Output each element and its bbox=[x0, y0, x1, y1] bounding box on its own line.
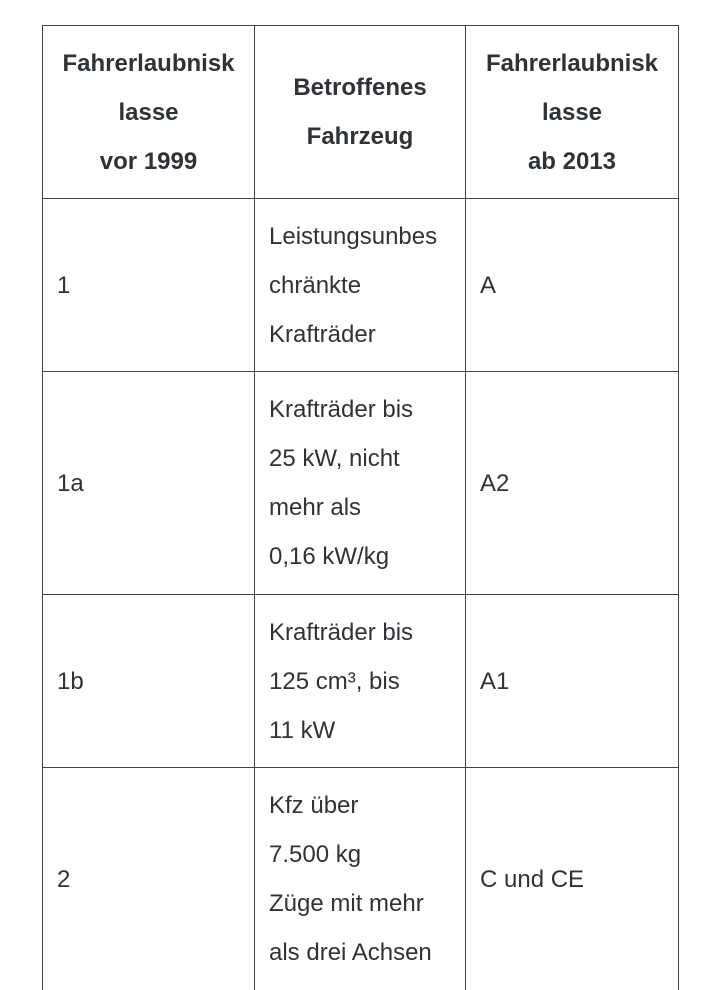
old-class-cell: 1 bbox=[43, 199, 255, 372]
vehicle-line: 11 kW bbox=[269, 706, 451, 755]
vehicle-line: chränkte bbox=[269, 261, 451, 310]
new-class-cell: A2 bbox=[466, 372, 679, 595]
header-old-class-line-3: vor 1999 bbox=[49, 137, 248, 186]
license-class-table bbox=[42, 25, 679, 990]
header-row bbox=[43, 26, 679, 199]
vehicle-cell bbox=[255, 199, 466, 372]
old-class-cell: 1a bbox=[43, 372, 255, 595]
vehicle-cell bbox=[255, 372, 466, 595]
vehicle-cell bbox=[255, 768, 466, 990]
vehicle-cell bbox=[255, 595, 466, 768]
table-row bbox=[43, 768, 679, 990]
header-vehicle-line-1: Betroffenes bbox=[261, 63, 459, 112]
header-old-class bbox=[43, 26, 255, 199]
vehicle-line: Krafträder bbox=[269, 310, 451, 359]
vehicle-line: Kfz über bbox=[269, 781, 451, 830]
new-class-cell: A bbox=[466, 199, 679, 372]
old-class-cell: 2 bbox=[43, 768, 255, 990]
vehicle-line: mehr als bbox=[269, 483, 451, 532]
vehicle-line: Krafträder bis bbox=[269, 608, 451, 657]
vehicle-line: Züge mit mehr bbox=[269, 879, 451, 928]
header-new-class-line-2: lasse bbox=[472, 88, 672, 137]
vehicle-line: als drei Achsen bbox=[269, 928, 451, 977]
table-row bbox=[43, 372, 679, 595]
new-class-cell: A1 bbox=[466, 595, 679, 768]
table-row bbox=[43, 199, 679, 372]
vehicle-line: 7.500 kg bbox=[269, 830, 451, 879]
table-header bbox=[43, 26, 679, 199]
old-class-cell: 1b bbox=[43, 595, 255, 768]
new-class-cell: C und CE bbox=[466, 768, 679, 990]
header-new-class-line-3: ab 2013 bbox=[472, 137, 672, 186]
vehicle-line: Krafträder bis bbox=[269, 385, 451, 434]
table-body bbox=[43, 199, 679, 990]
header-old-class-line-1: Fahrerlaubnisk bbox=[49, 39, 248, 88]
vehicle-line: 125 cm³, bis bbox=[269, 657, 451, 706]
header-old-class-line-2: lasse bbox=[49, 88, 248, 137]
header-new-class bbox=[466, 26, 679, 199]
vehicle-line: Leistungsunbes bbox=[269, 212, 451, 261]
vehicle-line: 25 kW, nicht bbox=[269, 434, 451, 483]
header-vehicle-line-2: Fahrzeug bbox=[261, 112, 459, 161]
header-vehicle bbox=[255, 26, 466, 199]
header-new-class-line-1: Fahrerlaubnisk bbox=[472, 39, 672, 88]
license-class-table-container bbox=[42, 25, 678, 990]
vehicle-line: 0,16 kW/kg bbox=[269, 532, 451, 581]
table-row bbox=[43, 595, 679, 768]
